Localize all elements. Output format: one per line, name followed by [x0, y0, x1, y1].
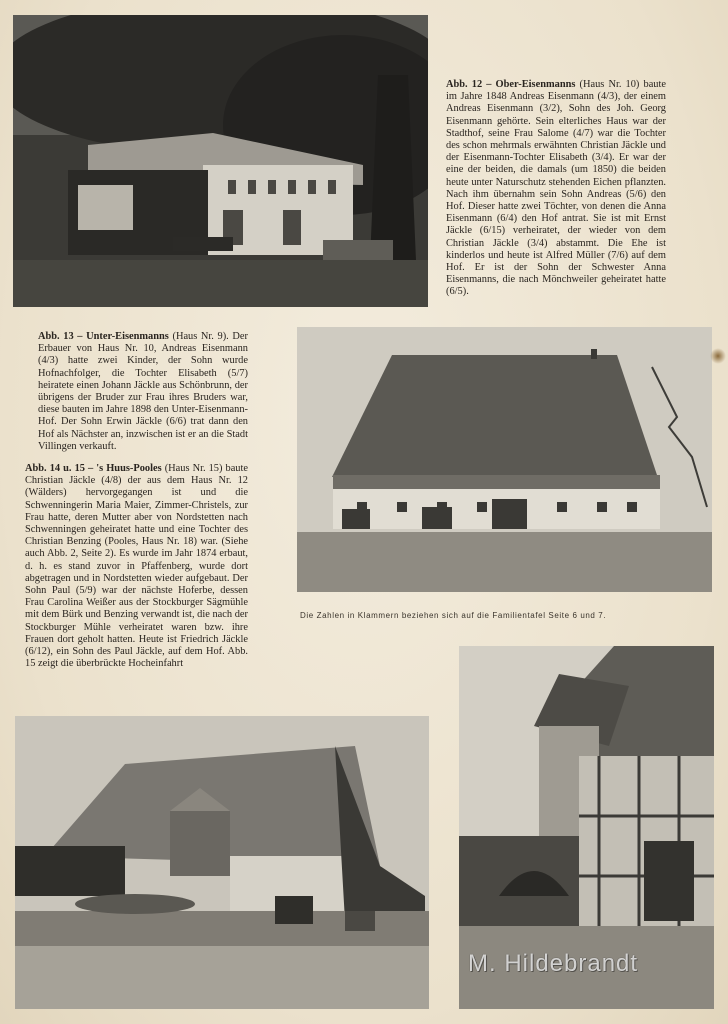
caption-abb-12 [446, 79, 666, 299]
paper-stain [710, 348, 726, 364]
caption-abb-12-title: Abb. 12 – Ober-Eisenmanns [446, 79, 576, 90]
footnote-line: Die Zahlen in Klammern beziehen sich auf die Familientafel Seite 6 und 7. [300, 611, 607, 620]
caption-abb-13-body: (Haus Nr. 9). Der Erbauer von Haus Nr. 10, Andreas Eisenmann (4/3) hatte zwei Kinder, der Sohn wurde Hofnachfolger, die Tochter Elisabeth (5/7) heiratete einen Johann Jäckle aus Schönbrunn, der übrigens der Bruder zur Frau ihres Bruders war, diese bauten im Jahre 1898 den Unter-Eisenmann-Hof. Der Sohn Erwin Jäckle (6/6) trat dann den Hof als Nächster an, inzwischen ist er an die Stadt Villingen verkauft. [38, 331, 248, 452]
caption-abb-12-body: (Haus Nr. 10) baute im Jahre 1848 Andreas Eisenmann (4/3), der einem Andreas Eisenmann (3/2), Sohn des Joh. Georg Eisenmann gehörte. Sein elterliches Haus war der Stadthof, seine Frau Salome (4/7) war die Tochter des schon mehrmals erwähnten Christian Jäckle und der Eisenmann-Tochter Elisabeth (3/4). Er war der eine der beiden, die damals (um 1850) die beiden heute unter Naturschutz stehenden Eichen pflanzten. Nach ihm übernahm sein Sohn Andreas (5/6) den Hof. Dieser hatte zwei Töchter, von denen die Anna Eisenmann (6/4) den Hof antrat. Sie ist mit Ernst Jäckle (6/15) verheiratet, der wieder von dem Christian Jäckle (3/4) abstammt. Die Ehe ist kinderlos und heute ist Alfred Müller (7/6) auf dem Hof. Er ist der Sohn der Schwester Anna Eisenmanns, die nach Mönchweiler geheiratet hatte (6/5). [446, 79, 666, 298]
photo-unter-eisenmanns [297, 327, 712, 592]
photo-huus-pooles [15, 716, 429, 1009]
photo-ober-eisenmanns [13, 15, 428, 307]
caption-abb-13-title: Abb. 13 – Unter-Eisenmanns [38, 331, 169, 342]
watermark-signature: M. Hildebrandt [468, 950, 639, 977]
caption-abb-13 [38, 331, 248, 453]
caption-abb-14-body: (Haus Nr. 15) baute Christian Jäckle (4/8) der aus dem Haus Nr. 12 (Wälders) hervorgegangen ist und die Schwenningerin Maria Maier, Zimmer-Christels, zur Frau hatte, deren Mutter aber von Nordstetten nach Schwenningen geheiratet hatte und eine Tochter des Christian Benzing (Pooles, Haus Nr. 18) war. (Siehe auch Abb. 2, Seite 2). Es wurde im Jahr 1874 erbaut, d. h. es stand zuvor in Pfaffenberg, wurde dort abgetragen und in Nordstetten wieder aufgebaut. Der Sohn Paul (5/9) war der nächste Hoferbe, dessen Frau Carolina Weißer aus der Stockburger Sägmühle mit dem Bürk und Benzing verwandt ist, die nach der Stockburger Mühle verheiratet waren bzw. ihre Frauen dort geholt hatten. Heute ist Friedrich Jäckle (6/12), ein Sohn des Paul Jäckle, auf dem Hof. Abb. 15 zeigt die überbrückte Hocheinfahrt [25, 463, 249, 670]
caption-abb-14-15 [25, 463, 248, 670]
caption-abb-14-title: Abb. 14 u. 15 – 's Huus-Pooles [25, 463, 162, 474]
